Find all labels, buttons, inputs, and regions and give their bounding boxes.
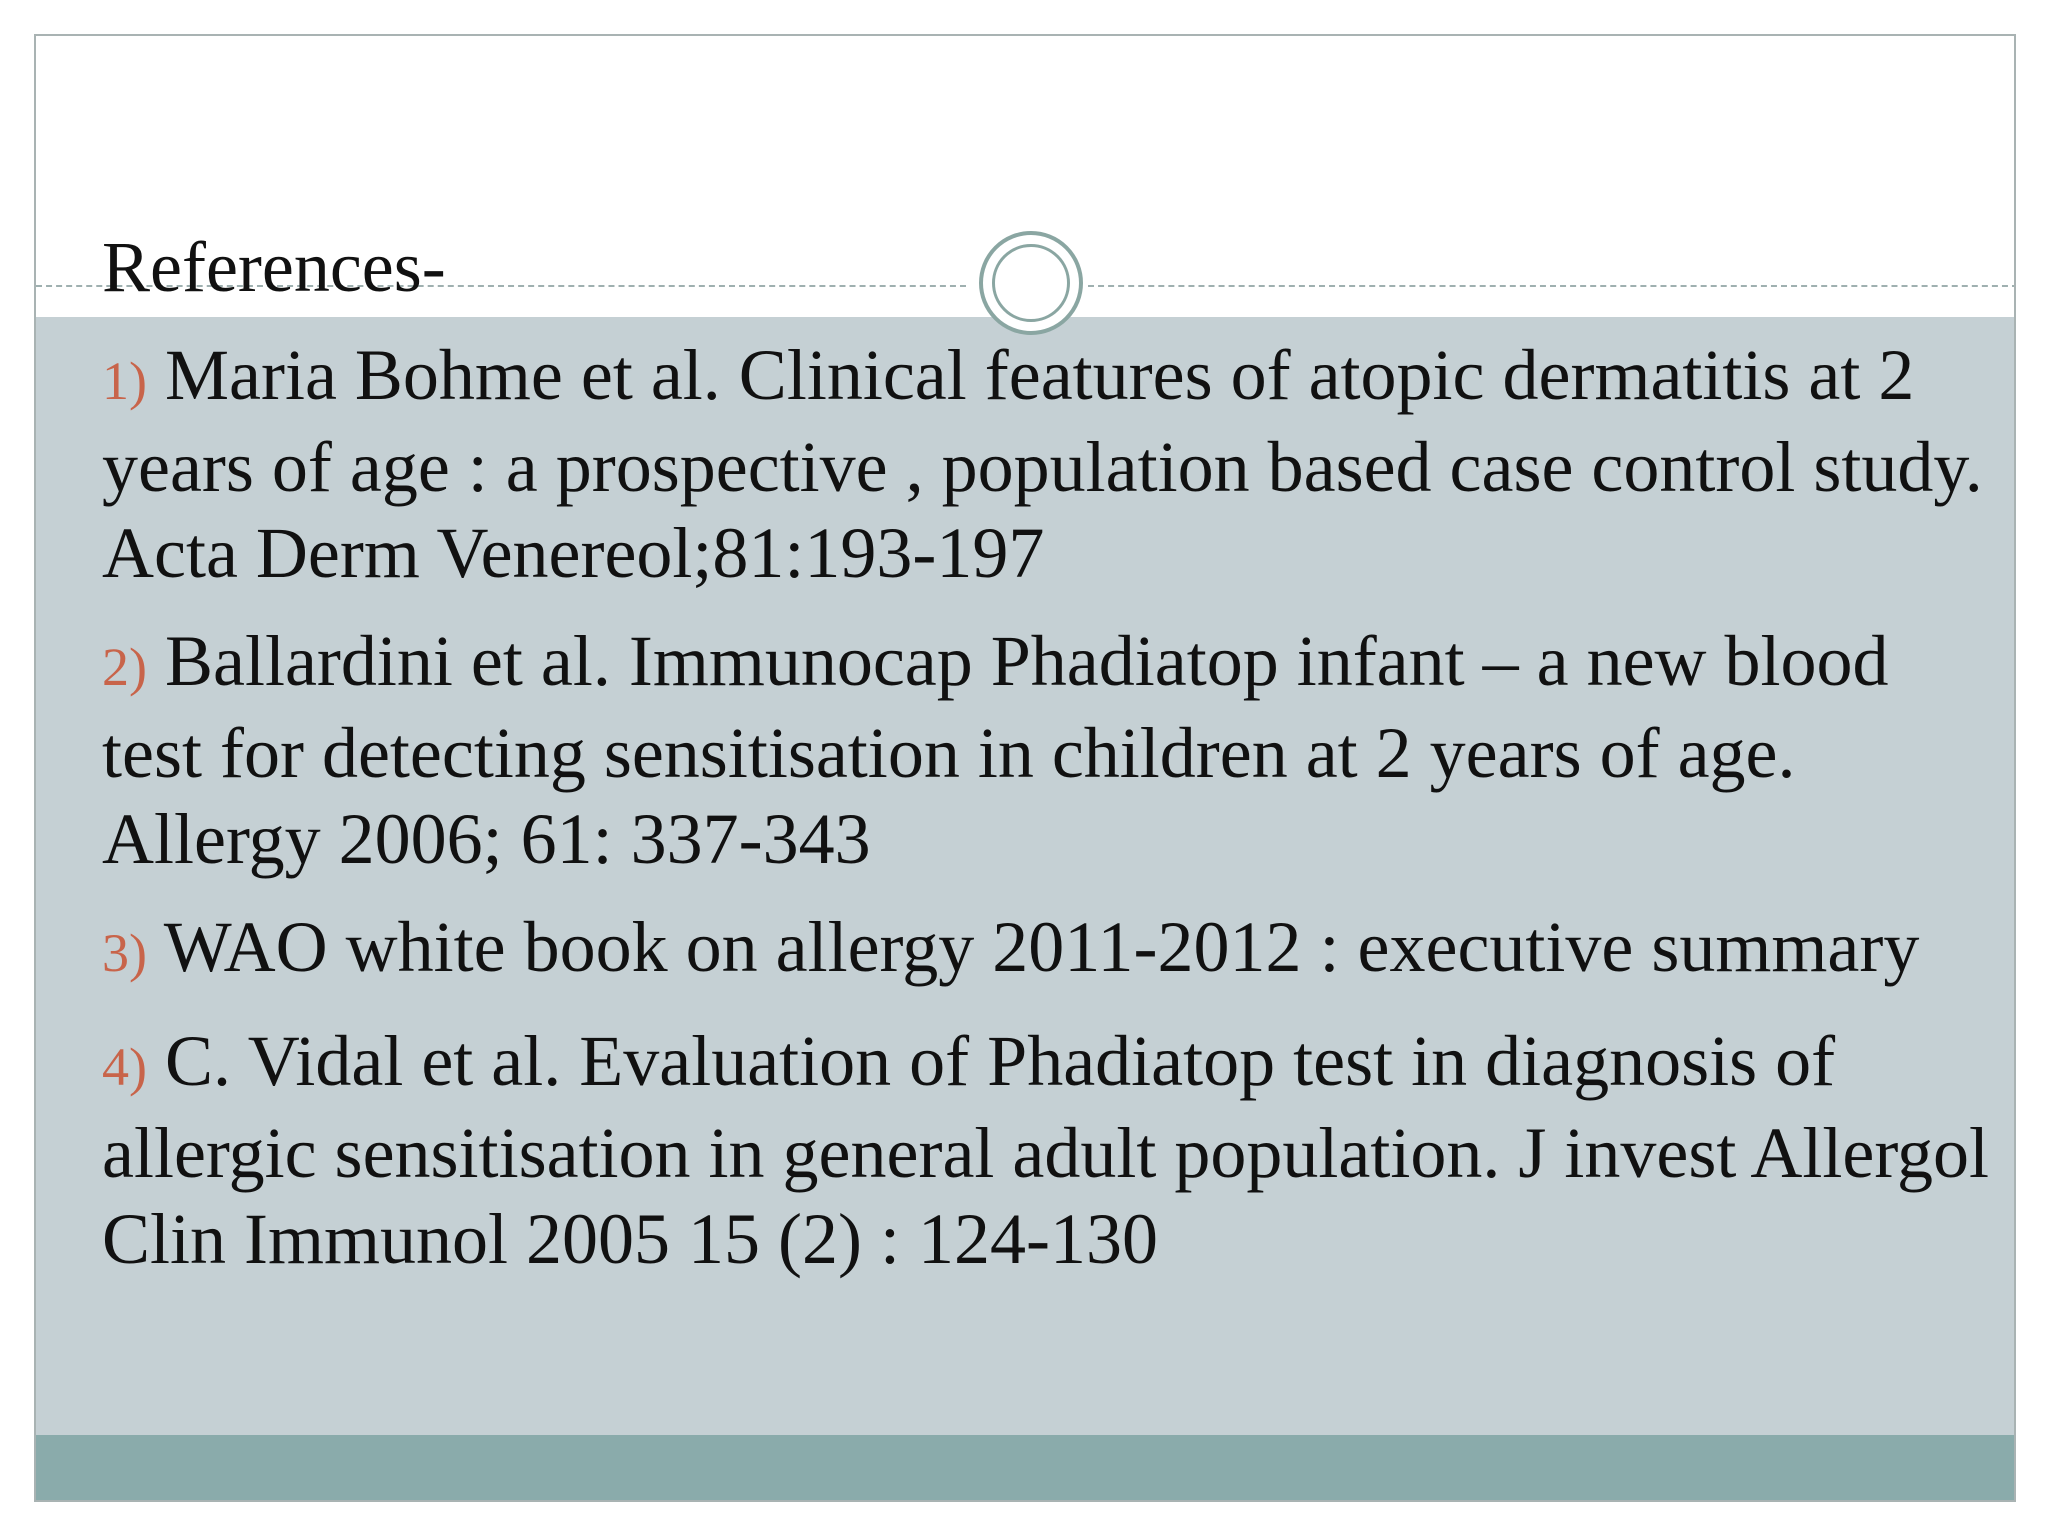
slide-title: References- [102,227,446,307]
circle-ornament-inner [992,244,1070,322]
reference-item [102,904,2002,996]
reference-text: C. Vidal et al. Evaluation of Phadiatop test in diagnosis of allergic sensitisation in general adult population. J invest Allergol Clin Immunol 2005 15 (2) : 124-130 [102,1021,1990,1279]
reference-number: 3) [102,923,147,983]
reference-text: WAO white book on allergy 2011-2012 : executive summary [163,907,1920,987]
reference-item [102,1018,2002,1282]
reference-item [102,618,2002,882]
reference-text: Ballardini et al. Immunocap Phadiatop infant – a new blood test for detecting sensitisation in children at 2 years of age. Allergy 2006; 61: 337-343 [102,621,1889,879]
circle-ornament-icon [979,231,1083,335]
reference-number: 4) [102,1037,147,1097]
reference-number: 2) [102,637,147,697]
reference-number: 1) [102,351,147,411]
divider-line-right [1088,285,2016,287]
footer-band [36,1435,2014,1502]
slide [34,34,2016,1502]
reference-text: Maria Bohme et al. Clinical features of atopic dermatitis at 2 years of age : a prospective , population based case control study. Acta Derm Venereol;81:193-197 [102,335,1983,593]
reference-item [102,332,2002,596]
reference-list [102,332,2002,1304]
